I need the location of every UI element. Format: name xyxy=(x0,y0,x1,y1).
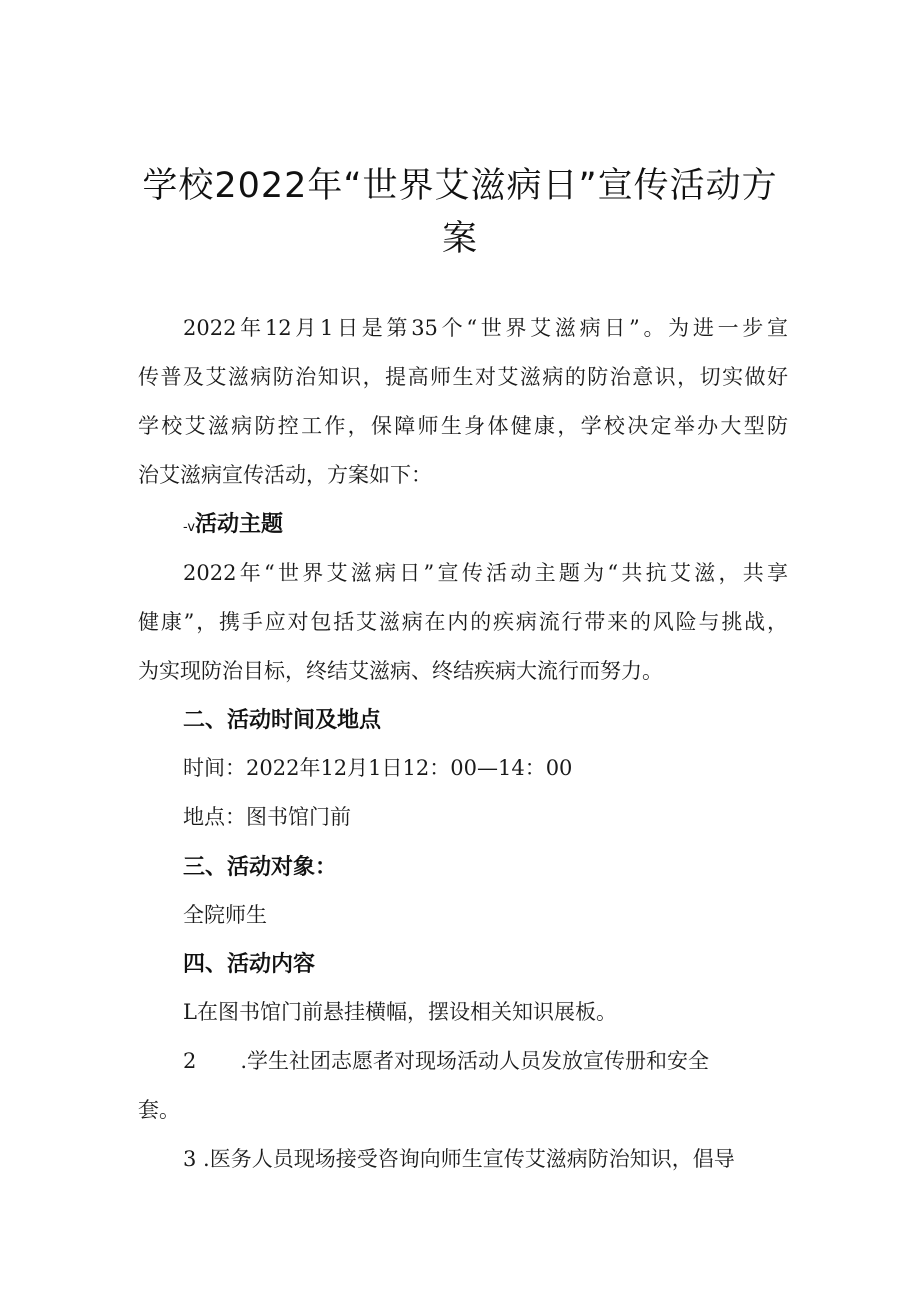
section-1-body-line-1: 2022年“世界艾滋病日”宣传活动主题为“共抗艾滋，共享 xyxy=(183,561,788,585)
section-1-body-line-2: 健康”，携手应对包括艾滋病在内的疾病流行带来的风险与挑战， xyxy=(138,610,788,634)
section-2-place: 地点：图书馆门前 xyxy=(183,805,351,829)
intro-line-3: 学校艾滋病防控工作，保障师生身体健康，学校决定举办大型防 xyxy=(138,414,788,438)
section-4-item-1: L在图书馆门前悬挂横幅，摆设相关知识展板。 xyxy=(183,1000,617,1024)
intro-line-2: 传普及艾滋病防治知识，提高师生对艾滋病的防治意识，切实做好 xyxy=(138,365,788,389)
section-2-heading: 二、活动时间及地点 xyxy=(183,708,382,733)
section-1-body-line-3: 为实现防治目标，终结艾滋病、终结疾病大流行而努力。 xyxy=(138,659,663,683)
section-4-item-2-text: .学生社团志愿者对现场活动人员发放宣传册和安全 xyxy=(240,1049,710,1073)
document-title-line-2: 案 xyxy=(441,219,478,259)
section-4-heading: 四、活动内容 xyxy=(183,952,316,977)
document-title-line-1: 学校2022年“世界艾滋病日”宣传活动方 xyxy=(142,166,778,206)
section-3-heading: 三、活动对象： xyxy=(183,855,338,880)
section-1-heading-text: 活动主题 xyxy=(195,512,284,537)
section-4-item-2 xyxy=(183,1045,709,1075)
section-3-body: 全院师生 xyxy=(183,903,267,927)
section-4-item-3: 3 .医务人员现场接受咨询向师生宣传艾滋病防治知识，倡导 xyxy=(183,1147,735,1171)
intro-line-1: 2022年12月1日是第35个“世界艾滋病日”。为进一步宣 xyxy=(183,316,788,340)
section-1-marker: -v xyxy=(183,520,196,535)
section-2-time: 时间：2022年12月1日12：00—14：00 xyxy=(183,756,573,780)
section-4-item-2-number: 2 xyxy=(183,1049,197,1073)
section-4-item-2-continuation: 套。 xyxy=(138,1098,180,1122)
section-1-heading xyxy=(183,507,283,538)
intro-line-4: 治艾滋病宣传活动，方案如下： xyxy=(138,463,432,487)
